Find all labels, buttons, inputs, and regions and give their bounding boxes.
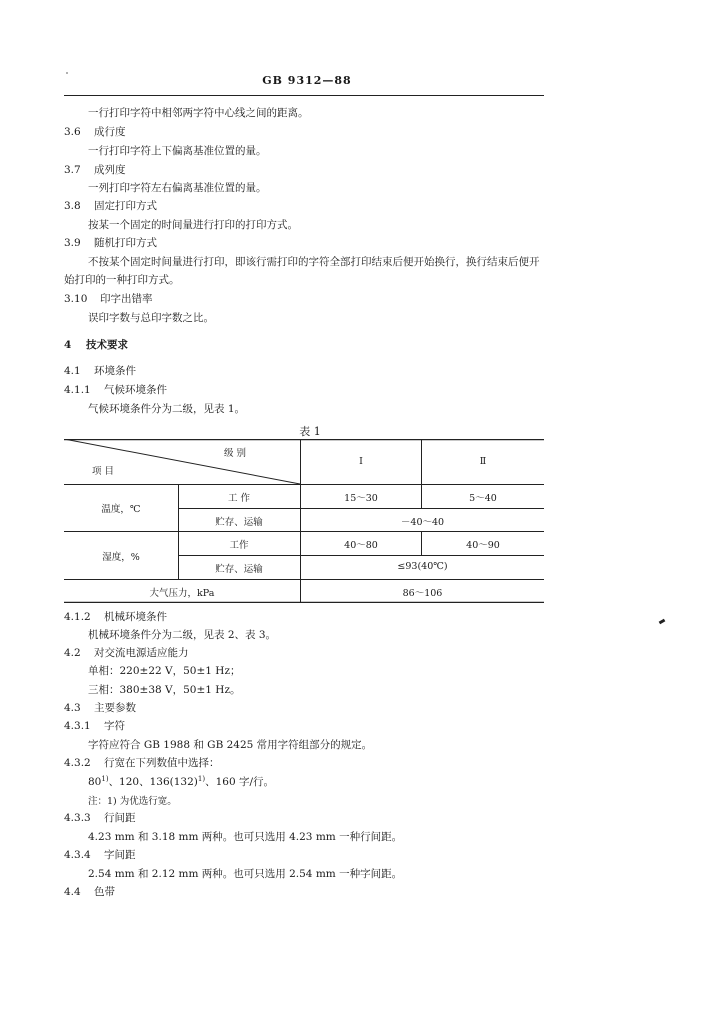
clause-heading: 4.1 环境条件 [64, 365, 136, 377]
storage-label: 贮存、运输 [215, 517, 263, 528]
text-line: 4.23 mm 和 3.18 mm 两种。也可只选用 4.23 mm 一种行间距。 [88, 831, 403, 843]
text-line: 一行打印字符上下偏离基准位置的量。 [88, 145, 267, 157]
clause-heading: 4.3.2 行宽在下列数值中选择： [64, 757, 220, 769]
temp-work-1: 15～30 [344, 493, 378, 504]
pressure-value: 86～106 [402, 588, 443, 599]
text-line: 字符应符合 GB 1988 和 GB 2425 常用字符组部分的规定。 [88, 739, 373, 751]
text-line: 2.54 mm 和 2.12 mm 两种。也可只选用 2.54 mm 一种字间距。 [88, 868, 403, 880]
text-line: 80$^{1)}$、120、$136(132)^{1)}$、160 字/行。 [88, 775, 274, 788]
clause-heading: 3.9 随机打印方式 [64, 237, 157, 249]
work-label: 工 作 [227, 493, 251, 504]
clause-heading: 4.1.2 机械环境条件 [64, 611, 167, 623]
text-line: 不按某个固定时间量进行打印，即该行需打印的字符全部打印结束后便开始换行，换行结束后便开 [88, 256, 540, 268]
note-line: 注：1) 为优选行宽。 [88, 796, 177, 807]
clause-heading: 3.8 固定打印方式 [64, 200, 157, 212]
header-level: 级 别 [224, 448, 247, 459]
clause-heading: 4.3.3 行间距 [64, 812, 136, 824]
humid-work-1: 40～80 [344, 540, 378, 551]
text-line: 误印字数与总印字数之比。 [88, 312, 214, 324]
clause-heading: 3.7 成列度 [64, 164, 126, 176]
text-line: 三相：380±38 V，50±1 Hz。 [88, 684, 241, 696]
header-rule [64, 95, 544, 96]
text-line: 单相：220±22 V，50±1 Hz； [88, 665, 241, 677]
table-title: 表 1 [299, 425, 321, 438]
level-1-header: Ⅰ [359, 456, 363, 467]
speck [66, 72, 68, 74]
clause-heading: 4.4 色带 [64, 886, 115, 898]
text-line: 一行打印字符中相邻两字符中心线之间的距离。 [88, 107, 309, 119]
margin-mark [659, 619, 666, 625]
text-line: 机械环境条件分为二级，见表 2、表 3。 [88, 629, 277, 641]
temp-storage: －40～40 [400, 517, 445, 528]
storage-label: 贮存、运输 [215, 564, 263, 575]
pressure-label: 大气压力，kPa [149, 588, 215, 599]
clause-heading: 3.10 印字出错率 [64, 293, 153, 305]
header-item: 项 目 [92, 466, 115, 477]
humidity-label: 湿度，% [102, 552, 140, 563]
level-2-header: Ⅱ [479, 456, 487, 467]
temp-work-2: 5～40 [469, 493, 497, 504]
humid-storage: ≤93(40℃) [397, 561, 448, 572]
clause-heading: 4.3 主要参数 [64, 702, 136, 714]
clause-heading: 3.6 成行度 [64, 126, 126, 138]
climate-table [64, 439, 544, 603]
humid-work-2: 40～90 [466, 540, 500, 551]
clause-heading: 4.2 对交流电源适应能力 [64, 647, 189, 659]
page-header: GB 9312—88 [262, 74, 352, 87]
clause-heading: 4.3.4 字间距 [64, 849, 136, 861]
temperature-label: 温度，℃ [101, 504, 141, 515]
clause-heading: 4.1.1 气候环境条件 [64, 384, 167, 396]
text-line: 一列打印字符左右偏离基准位置的量。 [88, 182, 267, 194]
text-line: 始打印的一种打印方式。 [64, 274, 180, 286]
work-label: 工作 [229, 540, 249, 551]
clause-heading: 4.3.1 字符 [64, 720, 125, 732]
text-line: 按某一个固定的时间量进行打印的打印方式。 [88, 219, 298, 231]
text-line: 气候环境条件分为二级，见表 1。 [88, 403, 246, 415]
section-heading: 4 技术要求 [64, 339, 128, 351]
